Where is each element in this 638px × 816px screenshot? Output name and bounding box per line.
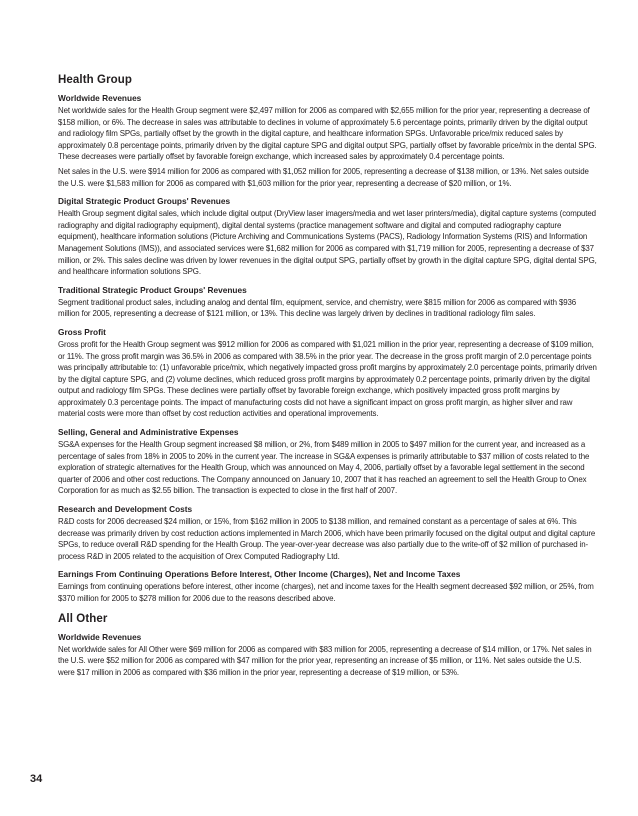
- section-all-other: [58, 613, 598, 679]
- paragraph: R&D costs for 2006 decreased $24 million, or 15%, from $162 million in 2005 to $138 million, and remained constant as a percentage of sales at 6%. This decrease was primarily driven by cost reduction actions implemented in March 2006, which have been primarily focused on the digital output and digital capture SPGs, to reduce overall R&D spending for the Health Group. The year-over-year decrease was also partially due to the write-off of $2 million of purchased in-process R&D in 2005 related to the acquisition of Orex Computed Radiography Ltd.: [58, 517, 596, 561]
- paragraph: Earnings from continuing operations before interest, other income (charges), net and income taxes for the Health segment decreased $92 million, or 25%, from $370 million for 2005 to $278 million for 2006 due to the reasons described above.: [58, 582, 594, 603]
- subsection-heading: Digital Strategic Product Groups' Revenues: [58, 196, 231, 207]
- paragraph: Net sales in the U.S. were $914 million for 2006 as compared with $1,052 million for 2005, representing a decrease of $138 million, or 13%. Net sales outside the U.S. were $1,583 million for 2006 as compared with $1,603 million for the prior year, representing a decrease of $20 million, or 1%.: [58, 166, 589, 188]
- subsection-heading: Earnings From Continuing Operations Before Interest, Other Income (Charges), Net and Income Taxes: [58, 569, 461, 580]
- subsection-heading: Worldwide Revenues: [58, 93, 142, 103]
- subsection-heading: Traditional Strategic Product Groups' Revenues: [58, 284, 247, 295]
- paragraph: Net worldwide sales for the Health Group segment were $2,497 million for 2006 as compared with $2,655 million for the prior year, representing a decrease of $158 million, or 6%. The decrease in sales was attributable to declines in volume of approximately 5.6 percentage points, primarily driven by the digital output and radiology film SPGs, partially offset by the growth in the digital capture, and healthcare information SPGs. Unfavorable price/mix reduced sales by approximately 0.8 percentage points, primarily driven by the digital capture SPG and digital output SPG, partially offset by favorable price/mix in the dental SPG. These decreases were partially offset by favorable foreign exchange, which increased sales by approximately 0.4 percentage points.: [58, 106, 597, 162]
- paragraph: SG&A expenses for the Health Group segment increased $8 million, or 2%, from $489 million in 2005 to $497 million for the current year, and increased as a percentage of sales from 18% in 2005 to 20% in the current year. The increase in SG&A expenses is primarily attributable to $37 million of costs related to the exploration of strategic alternatives for the Health Group, which was announced on May 4, 2006, partially offset by a favorable legal settlement in the second quarter of 2006 and other cost reductions. The Company announced on January 10, 2007 that it has reached an agreement to sell the Health Group to Onex Corporation for as much as $2.55 billion. The transaction is expected to close in the first half of 2007.: [58, 440, 590, 496]
- paragraph: Health Group segment digital sales, which include digital output (DryView laser imagers/media and wet laser printers/media), digital capture systems (computed radiography and digital radiography equipment), digital dental systems (practice management software and digital and computed radiography capture equipment), healthcare information solutions (Picture Archiving and Communications Systems (PACS), Radiology Information Systems (RIS) and Information Management Solutions (IMS)), and associated services were $1,682 million for 2006 as compared with $1,719 million for 2005, representing a decrease of $37 million, or 2%. This sales decline was driven by lower revenues in the digital output SPG, partially offset by growth in the digital capture SPG, digital dental SPG, and healthcare information solutions SPG.: [58, 209, 597, 277]
- paragraph: Segment traditional product sales, including analog and dental film, equipment, service, and chemistry, were $815 million for 2006 as compared with $936 million for 2005, representing a decrease of $121 million, or 13%. This decline was largely driven by declines in traditional radiology film sales.: [58, 297, 577, 319]
- subsection-heading: Gross Profit: [58, 326, 106, 337]
- subsection-heading: Research and Development Costs: [58, 504, 193, 515]
- paragraph: Gross profit for the Health Group segment was $912 million for 2006 as compared with $1,021 million in the prior year, representing a decrease of $109 million, or 11%. The gross profit margin was 36.5% in 2006 as compared with 38.5% in the prior year. The decrease in the gross profit margin of 2.0 percentage points was principally attributable to: (1) unfavorable price/mix, which negatively impacted gross profit margins by approximately 2.0 percentage points, primarily driven by the digital capture SPG, and (2) volume declines, which reduced gross profit margins by approximately 0.2 percentage points, primarily driven by the digital output and radiology film SPGs. These declines were partially offset by favorable foreign exchange, which positively impacted gross profit margins by approximately 0.3 percentage points. The impact of manufacturing costs did not have a significant impact on gross profit margin, as higher silver and raw material costs were more than offset by cost reduction activities and operational improvements.: [58, 339, 597, 419]
- page-content: [58, 74, 598, 681]
- subsection-heading: Worldwide Revenues: [58, 631, 142, 642]
- section-title: Health Group: [58, 74, 133, 86]
- section-health-group: [58, 74, 598, 605]
- paragraph: Net worldwide sales for All Other were $69 million for 2006 as compared with $83 million for 2005, representing a decrease of $14 million, or 17%. Net sales in the U.S. were $52 million for 2006 as compared with $47 million for the prior year, representing an increase of $5 million, or 11%. Net sales outside the U.S. were $17 million in 2006 as compared with $36 million in the prior year, representing a decrease of $19 million, or 53%.: [58, 644, 592, 677]
- page-number: 34: [30, 773, 43, 785]
- section-title: All Other: [58, 612, 108, 625]
- subsection-heading: Selling, General and Administrative Expenses: [58, 427, 239, 438]
